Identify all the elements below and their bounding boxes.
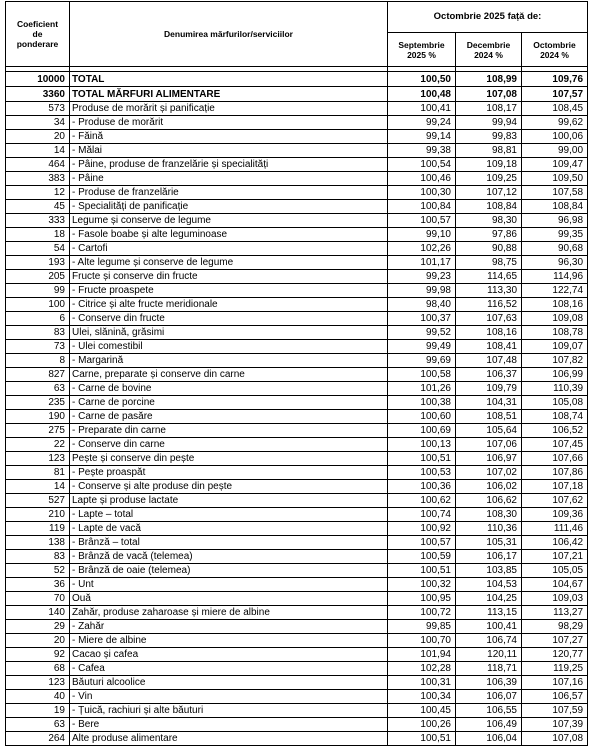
table-row — [6, 200, 588, 214]
value-sep-2025-cell: 100,74 — [388, 508, 456, 522]
value-dec-2024-cell: 98,81 — [456, 144, 522, 158]
table-row — [6, 144, 588, 158]
coef-cell: 210 — [6, 508, 70, 522]
value-dec-2024-cell: 108,41 — [456, 340, 522, 354]
value-dec-2024-cell: 106,17 — [456, 550, 522, 564]
name-cell: - Lapte – total — [70, 508, 388, 522]
value-oct-2024-cell: 119,25 — [522, 662, 588, 676]
coef-cell: 100 — [6, 298, 70, 312]
name-cell: - Vin — [70, 690, 388, 704]
table-row — [6, 340, 588, 354]
value-dec-2024-cell: 90,88 — [456, 242, 522, 256]
name-cell: - Produse de franzelărie — [70, 186, 388, 200]
value-oct-2024-cell: 107,86 — [522, 466, 588, 480]
name-cell: - Miere de albine — [70, 634, 388, 648]
value-oct-2024-cell: 106,52 — [522, 424, 588, 438]
value-oct-2024-cell: 108,78 — [522, 326, 588, 340]
coef-cell: 333 — [6, 214, 70, 228]
value-oct-2024-cell: 106,42 — [522, 536, 588, 550]
value-dec-2024-cell: 107,12 — [456, 186, 522, 200]
name-cell: - Zahăr — [70, 620, 388, 634]
coef-cell: 573 — [6, 102, 70, 116]
header-row-top — [6, 2, 588, 33]
value-dec-2024-cell: 106,97 — [456, 452, 522, 466]
table-row — [6, 312, 588, 326]
coef-cell: 527 — [6, 494, 70, 508]
value-oct-2024-cell: 107,39 — [522, 718, 588, 732]
name-cell: - Ulei comestibil — [70, 340, 388, 354]
value-oct-2024-cell: 113,27 — [522, 606, 588, 620]
value-sep-2025-cell: 100,69 — [388, 424, 456, 438]
value-sep-2025-cell: 99,10 — [388, 228, 456, 242]
name-cell: - Cafea — [70, 662, 388, 676]
value-oct-2024-cell: 100,06 — [522, 130, 588, 144]
table-row — [6, 564, 588, 578]
value-dec-2024-cell: 106,55 — [456, 704, 522, 718]
name-cell: - Citrice și alte fructe meridionale — [70, 298, 388, 312]
value-oct-2024-cell: 107,45 — [522, 438, 588, 452]
value-sep-2025-cell: 100,32 — [388, 578, 456, 592]
value-oct-2024-cell: 107,57 — [522, 87, 588, 102]
table-row — [6, 354, 588, 368]
table-row — [6, 620, 588, 634]
name-cell: - Făină — [70, 130, 388, 144]
table-row — [6, 648, 588, 662]
value-dec-2024-cell: 106,39 — [456, 676, 522, 690]
value-oct-2024-cell: 107,82 — [522, 354, 588, 368]
value-oct-2024-cell: 109,03 — [522, 592, 588, 606]
name-cell: - Margarină — [70, 354, 388, 368]
value-dec-2024-cell: 106,62 — [456, 494, 522, 508]
value-sep-2025-cell: 100,84 — [388, 200, 456, 214]
value-oct-2024-cell: 107,58 — [522, 186, 588, 200]
table-row — [6, 466, 588, 480]
value-dec-2024-cell: 108,84 — [456, 200, 522, 214]
name-cell: - Unt — [70, 578, 388, 592]
value-sep-2025-cell: 100,34 — [388, 690, 456, 704]
value-sep-2025-cell: 100,36 — [388, 480, 456, 494]
coef-cell: 123 — [6, 452, 70, 466]
value-sep-2025-cell: 100,30 — [388, 186, 456, 200]
value-oct-2024-cell: 90,68 — [522, 242, 588, 256]
coef-cell: 22 — [6, 438, 70, 452]
table-row — [6, 606, 588, 620]
value-sep-2025-cell: 100,26 — [388, 718, 456, 732]
value-dec-2024-cell: 106,49 — [456, 718, 522, 732]
value-oct-2024-cell: 111,46 — [522, 522, 588, 536]
group-header: Octombrie 2025 față de: — [388, 2, 588, 33]
name-cell: Fructe și conserve din fructe — [70, 270, 388, 284]
table-row — [6, 536, 588, 550]
name-cell: - Conserve din fructe — [70, 312, 388, 326]
value-dec-2024-cell: 106,04 — [456, 732, 522, 746]
name-cell: Pește și conserve din pește — [70, 452, 388, 466]
coef-cell: 464 — [6, 158, 70, 172]
table-row — [6, 452, 588, 466]
coef-cell: 123 — [6, 676, 70, 690]
value-oct-2024-cell: 99,62 — [522, 116, 588, 130]
name-cell: Legume și conserve de legume — [70, 214, 388, 228]
value-sep-2025-cell: 100,45 — [388, 704, 456, 718]
coef-cell: 18 — [6, 228, 70, 242]
value-dec-2024-cell: 108,30 — [456, 508, 522, 522]
coef-cell: 827 — [6, 368, 70, 382]
value-sep-2025-cell: 100,58 — [388, 368, 456, 382]
value-oct-2024-cell: 107,08 — [522, 732, 588, 746]
name-cell: Băuturi alcoolice — [70, 676, 388, 690]
value-sep-2025-cell: 98,40 — [388, 298, 456, 312]
coef-cell: 20 — [6, 634, 70, 648]
name-cell: - Carne de bovine — [70, 382, 388, 396]
name-header: Denumirea mărfurilor/serviciilor — [70, 2, 388, 67]
coef-cell: 34 — [6, 116, 70, 130]
value-sep-2025-cell: 100,92 — [388, 522, 456, 536]
value-dec-2024-cell: 106,74 — [456, 634, 522, 648]
coef-cell: 140 — [6, 606, 70, 620]
table-row — [6, 704, 588, 718]
table-row — [6, 172, 588, 186]
value-oct-2024-cell: 105,05 — [522, 564, 588, 578]
coef-cell: 36 — [6, 578, 70, 592]
coef-cell: 275 — [6, 424, 70, 438]
table-row — [6, 592, 588, 606]
name-cell: - Carne de pasăre — [70, 410, 388, 424]
table-row — [6, 158, 588, 172]
value-sep-2025-cell: 99,69 — [388, 354, 456, 368]
value-dec-2024-cell: 97,86 — [456, 228, 522, 242]
coef-cell: 68 — [6, 662, 70, 676]
value-oct-2024-cell: 106,57 — [522, 690, 588, 704]
value-sep-2025-cell: 101,17 — [388, 256, 456, 270]
value-sep-2025-cell: 100,54 — [388, 158, 456, 172]
name-cell: - Brânză de oaie (telemea) — [70, 564, 388, 578]
table-row — [6, 284, 588, 298]
value-dec-2024-cell: 107,48 — [456, 354, 522, 368]
value-sep-2025-cell: 99,38 — [388, 144, 456, 158]
table-row — [6, 424, 588, 438]
value-dec-2024-cell: 120,11 — [456, 648, 522, 662]
value-sep-2025-cell: 99,23 — [388, 270, 456, 284]
value-oct-2024-cell: 108,16 — [522, 298, 588, 312]
value-sep-2025-cell: 100,95 — [388, 592, 456, 606]
name-cell: Ulei, slănină, grăsimi — [70, 326, 388, 340]
coef-cell: 83 — [6, 550, 70, 564]
value-dec-2024-cell: 105,31 — [456, 536, 522, 550]
value-dec-2024-cell: 110,36 — [456, 522, 522, 536]
table-row — [6, 228, 588, 242]
table-row — [6, 116, 588, 130]
value-sep-2025-cell: 100,53 — [388, 466, 456, 480]
coef-cell: 235 — [6, 396, 70, 410]
coef-cell: 63 — [6, 382, 70, 396]
table-row — [6, 410, 588, 424]
table-row — [6, 438, 588, 452]
value-oct-2024-cell: 109,47 — [522, 158, 588, 172]
coef-cell: 14 — [6, 144, 70, 158]
table-row — [6, 480, 588, 494]
value-oct-2024-cell: 96,30 — [522, 256, 588, 270]
name-cell: - Specialități de panificație — [70, 200, 388, 214]
name-cell: - Țuică, rachiuri și alte băuturi — [70, 704, 388, 718]
value-sep-2025-cell: 99,98 — [388, 284, 456, 298]
coef-cell: 119 — [6, 522, 70, 536]
table-row — [6, 87, 588, 102]
value-dec-2024-cell: 107,08 — [456, 87, 522, 102]
coef-cell: 63 — [6, 718, 70, 732]
value-oct-2024-cell: 120,77 — [522, 648, 588, 662]
value-oct-2024-cell: 107,18 — [522, 480, 588, 494]
coef-cell: 190 — [6, 410, 70, 424]
coef-cell: 70 — [6, 592, 70, 606]
table-row — [6, 270, 588, 284]
value-dec-2024-cell: 98,30 — [456, 214, 522, 228]
value-dec-2024-cell: 107,06 — [456, 438, 522, 452]
table-row — [6, 242, 588, 256]
value-oct-2024-cell: 104,67 — [522, 578, 588, 592]
price-index-table — [5, 1, 588, 746]
value-dec-2024-cell: 108,16 — [456, 326, 522, 340]
value-sep-2025-cell: 100,51 — [388, 564, 456, 578]
value-sep-2025-cell: 100,62 — [388, 494, 456, 508]
price-index-table-container — [5, 1, 588, 746]
value-oct-2024-cell: 109,07 — [522, 340, 588, 354]
name-cell: - Preparate din carne — [70, 424, 388, 438]
name-cell: TOTAL MĂRFURI ALIMENTARE — [70, 87, 388, 102]
table-row — [6, 298, 588, 312]
value-sep-2025-cell: 100,57 — [388, 214, 456, 228]
table-row — [6, 102, 588, 116]
value-oct-2024-cell: 107,59 — [522, 704, 588, 718]
value-dec-2024-cell: 107,02 — [456, 466, 522, 480]
name-cell: Zahăr, produse zaharoase și miere de albine — [70, 606, 388, 620]
table-row — [6, 690, 588, 704]
coef-cell: 83 — [6, 326, 70, 340]
coef-cell: 6 — [6, 312, 70, 326]
value-dec-2024-cell: 106,07 — [456, 690, 522, 704]
value-dec-2024-cell: 113,15 — [456, 606, 522, 620]
coef-cell: 10000 — [6, 72, 70, 87]
name-cell: TOTAL — [70, 72, 388, 87]
value-oct-2024-cell: 109,50 — [522, 172, 588, 186]
name-cell: - Pâine — [70, 172, 388, 186]
table-row — [6, 508, 588, 522]
value-dec-2024-cell: 98,75 — [456, 256, 522, 270]
table-body — [6, 67, 588, 746]
name-cell: - Carne de porcine — [70, 396, 388, 410]
coef-header: Coeficient de ponderare — [6, 2, 70, 67]
value-dec-2024-cell: 100,41 — [456, 620, 522, 634]
value-oct-2024-cell: 107,27 — [522, 634, 588, 648]
table-row — [6, 186, 588, 200]
value-sep-2025-cell: 99,24 — [388, 116, 456, 130]
value-oct-2024-cell: 107,66 — [522, 452, 588, 466]
name-cell: - Cartofi — [70, 242, 388, 256]
name-cell: Carne, preparate și conserve din carne — [70, 368, 388, 382]
coef-cell: 52 — [6, 564, 70, 578]
coef-cell: 92 — [6, 648, 70, 662]
table-row — [6, 368, 588, 382]
coef-cell: 20 — [6, 130, 70, 144]
value-oct-2024-cell: 108,74 — [522, 410, 588, 424]
col-header-oct-2024: Octombrie 2024 % — [522, 33, 588, 67]
value-sep-2025-cell: 100,72 — [388, 606, 456, 620]
value-sep-2025-cell: 100,51 — [388, 452, 456, 466]
value-sep-2025-cell: 100,50 — [388, 72, 456, 87]
name-cell: - Bere — [70, 718, 388, 732]
name-cell: Produse de morărit și panificație — [70, 102, 388, 116]
coef-cell: 54 — [6, 242, 70, 256]
value-sep-2025-cell: 102,28 — [388, 662, 456, 676]
value-oct-2024-cell: 107,21 — [522, 550, 588, 564]
value-sep-2025-cell: 101,26 — [388, 382, 456, 396]
coef-cell: 99 — [6, 284, 70, 298]
value-dec-2024-cell: 99,83 — [456, 130, 522, 144]
value-oct-2024-cell: 99,00 — [522, 144, 588, 158]
value-dec-2024-cell: 99,94 — [456, 116, 522, 130]
table-row — [6, 326, 588, 340]
coef-cell: 193 — [6, 256, 70, 270]
table-row — [6, 634, 588, 648]
coef-cell: 264 — [6, 732, 70, 746]
name-cell: - Brânză – total — [70, 536, 388, 550]
table-row — [6, 494, 588, 508]
value-sep-2025-cell: 100,38 — [388, 396, 456, 410]
name-cell: Lapte și produse lactate — [70, 494, 388, 508]
col-header-dec-2024: Decembrie 2024 % — [456, 33, 522, 67]
coef-cell: 383 — [6, 172, 70, 186]
value-dec-2024-cell: 104,31 — [456, 396, 522, 410]
value-oct-2024-cell: 109,76 — [522, 72, 588, 87]
value-oct-2024-cell: 108,84 — [522, 200, 588, 214]
value-oct-2024-cell: 110,39 — [522, 382, 588, 396]
value-sep-2025-cell: 100,60 — [388, 410, 456, 424]
table-row — [6, 578, 588, 592]
value-sep-2025-cell: 100,70 — [388, 634, 456, 648]
name-cell: - Conserve din carne — [70, 438, 388, 452]
value-dec-2024-cell: 103,85 — [456, 564, 522, 578]
value-dec-2024-cell: 118,71 — [456, 662, 522, 676]
value-sep-2025-cell: 99,85 — [388, 620, 456, 634]
table-row — [6, 662, 588, 676]
value-oct-2024-cell: 108,45 — [522, 102, 588, 116]
table-row — [6, 396, 588, 410]
value-oct-2024-cell: 99,35 — [522, 228, 588, 242]
value-dec-2024-cell: 109,79 — [456, 382, 522, 396]
col-header-sep-2025: Septembrie 2025 % — [388, 33, 456, 67]
value-sep-2025-cell: 102,26 — [388, 242, 456, 256]
coef-cell: 205 — [6, 270, 70, 284]
value-oct-2024-cell: 96,98 — [522, 214, 588, 228]
value-dec-2024-cell: 106,37 — [456, 368, 522, 382]
value-sep-2025-cell: 100,41 — [388, 102, 456, 116]
coef-cell: 12 — [6, 186, 70, 200]
value-sep-2025-cell: 100,37 — [388, 312, 456, 326]
value-dec-2024-cell: 116,52 — [456, 298, 522, 312]
value-dec-2024-cell: 113,30 — [456, 284, 522, 298]
table-row — [6, 130, 588, 144]
value-sep-2025-cell: 101,94 — [388, 648, 456, 662]
table-row — [6, 676, 588, 690]
value-dec-2024-cell: 108,17 — [456, 102, 522, 116]
name-cell: - Fructe proaspete — [70, 284, 388, 298]
value-sep-2025-cell: 100,57 — [388, 536, 456, 550]
value-dec-2024-cell: 114,65 — [456, 270, 522, 284]
name-cell: - Pește proaspăt — [70, 466, 388, 480]
coef-cell: 14 — [6, 480, 70, 494]
table-row — [6, 718, 588, 732]
table-row — [6, 256, 588, 270]
coef-cell: 19 — [6, 704, 70, 718]
table-row — [6, 382, 588, 396]
name-cell: - Pâine, produse de franzelărie și specialități — [70, 158, 388, 172]
coef-cell: 73 — [6, 340, 70, 354]
value-sep-2025-cell: 99,49 — [388, 340, 456, 354]
value-sep-2025-cell: 99,14 — [388, 130, 456, 144]
value-oct-2024-cell: 109,08 — [522, 312, 588, 326]
value-dec-2024-cell: 108,51 — [456, 410, 522, 424]
name-cell: - Fasole boabe și alte leguminoase — [70, 228, 388, 242]
table-row — [6, 72, 588, 87]
coef-cell: 40 — [6, 690, 70, 704]
value-oct-2024-cell: 106,99 — [522, 368, 588, 382]
value-dec-2024-cell: 104,25 — [456, 592, 522, 606]
value-dec-2024-cell: 106,02 — [456, 480, 522, 494]
value-oct-2024-cell: 114,96 — [522, 270, 588, 284]
value-dec-2024-cell: 105,64 — [456, 424, 522, 438]
value-dec-2024-cell: 107,63 — [456, 312, 522, 326]
value-sep-2025-cell: 100,48 — [388, 87, 456, 102]
coef-cell: 29 — [6, 620, 70, 634]
name-cell: - Produse de morărit — [70, 116, 388, 130]
coef-cell: 45 — [6, 200, 70, 214]
table-row — [6, 732, 588, 746]
coef-cell: 81 — [6, 466, 70, 480]
value-sep-2025-cell: 100,13 — [388, 438, 456, 452]
coef-cell: 8 — [6, 354, 70, 368]
value-dec-2024-cell: 109,18 — [456, 158, 522, 172]
name-cell: - Alte legume și conserve de legume — [70, 256, 388, 270]
value-oct-2024-cell: 105,08 — [522, 396, 588, 410]
value-oct-2024-cell: 109,36 — [522, 508, 588, 522]
name-cell: - Brânză de vacă (telemea) — [70, 550, 388, 564]
value-sep-2025-cell: 99,52 — [388, 326, 456, 340]
coef-cell: 3360 — [6, 87, 70, 102]
value-sep-2025-cell: 100,46 — [388, 172, 456, 186]
value-sep-2025-cell: 100,51 — [388, 732, 456, 746]
name-cell: - Conserve și alte produse din pește — [70, 480, 388, 494]
name-cell: Ouă — [70, 592, 388, 606]
table-row — [6, 522, 588, 536]
table-row — [6, 550, 588, 564]
name-cell: - Mălai — [70, 144, 388, 158]
value-oct-2024-cell: 122,74 — [522, 284, 588, 298]
value-oct-2024-cell: 98,29 — [522, 620, 588, 634]
value-sep-2025-cell: 100,59 — [388, 550, 456, 564]
table-row — [6, 214, 588, 228]
name-cell: Alte produse alimentare — [70, 732, 388, 746]
value-oct-2024-cell: 107,16 — [522, 676, 588, 690]
value-dec-2024-cell: 104,53 — [456, 578, 522, 592]
name-cell: - Lapte de vacă — [70, 522, 388, 536]
value-dec-2024-cell: 108,99 — [456, 72, 522, 87]
value-oct-2024-cell: 107,62 — [522, 494, 588, 508]
value-dec-2024-cell: 109,25 — [456, 172, 522, 186]
value-sep-2025-cell: 100,31 — [388, 676, 456, 690]
name-cell: Cacao și cafea — [70, 648, 388, 662]
coef-cell: 138 — [6, 536, 70, 550]
